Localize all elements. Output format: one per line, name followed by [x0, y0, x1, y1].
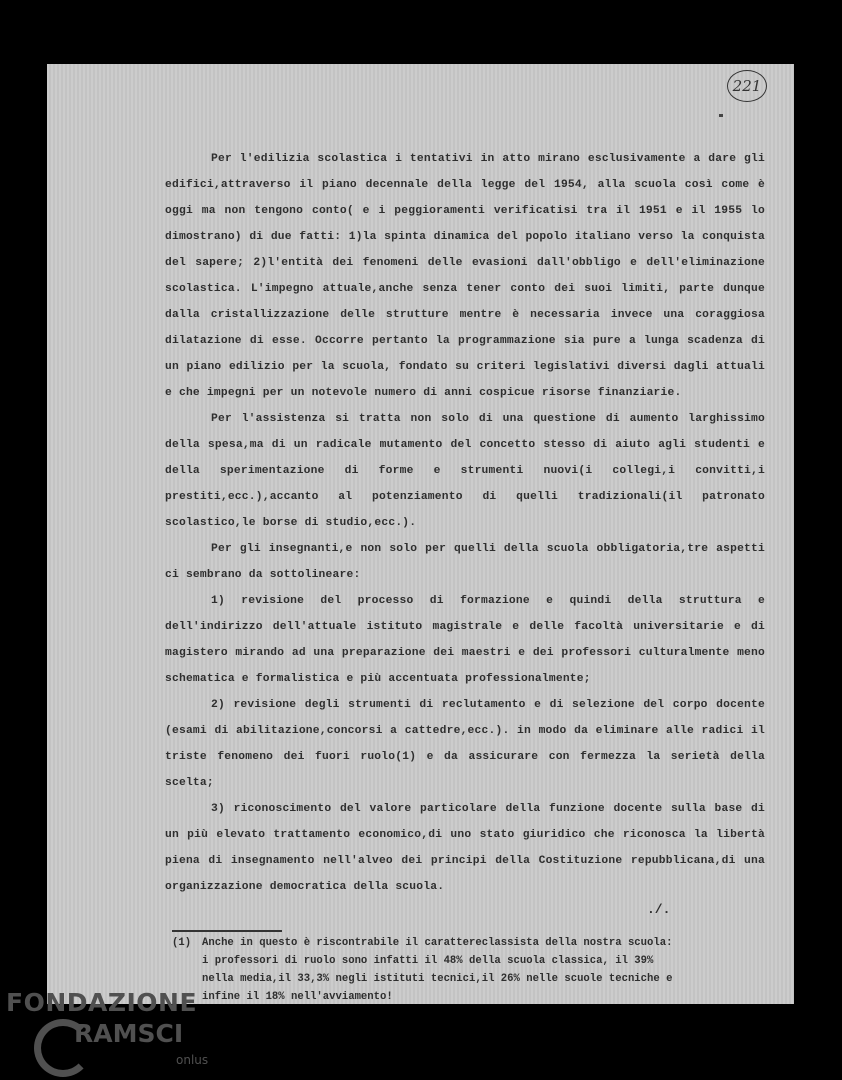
- paragraph-insegnanti: Per gli insegnanti,e non solo per quelli della scuola obbligatoria,tre aspetti ci sembrano da sottolineare:: [165, 543, 765, 581]
- document-page: [47, 64, 794, 1004]
- footnote-line-3: nella media,il 33,3% negli istituti tecnici,il 26% nelle scuole tecniche e: [202, 973, 673, 985]
- document-body: [165, 146, 765, 900]
- ink-mark: [719, 114, 723, 117]
- paragraph-edilizia: Per l'edilizia scolastica i tentativi in atto mirano esclusivamente a dare gli edifici,attraverso il piano decennale della legge del 1954, alla scuola così come è oggi ma non tengono conto( e i peggioramenti verificatisi tra il 1951 e il 1955 lo dimostrano) di due fatti: 1)la spinta dinamica del popolo italiano verso la conquista del sapere; 2)l'entità dei fenomeni delle evasioni dall'obbligo e dell'eliminazione scolastica. L'impegno attuale,anche senza tener conto dei suoi limiti, parte dunque dalla cristallizzazione delle strutture mentre è necessaria invece una coraggiosa dilatazione di esse. Occorre pertanto la programmazione sia pure a lunga scadenza di un piano edilizio per la scuola, fondato su criteri legislativi diversi dagli attuali e che impegni per un notevole numero di anni cospicue risorse finanziarie.: [165, 153, 765, 399]
- footnote-divider: [172, 930, 282, 932]
- footnote: [172, 934, 772, 1006]
- logo-text-fondazione: FONDAZIONE: [6, 988, 198, 1017]
- list-item-2: 2) revisione degli strumenti di reclutamento e di selezione del corpo docente (esami di abilitazione,concorsi a cattedre,ecc.). in modo da eliminare alle radici il triste fenomeno dei fuori ruolo(1) e da assicurare con fermezza la serietà della scelta;: [165, 699, 765, 789]
- list-item-1: 1) revisione del processo di formazione e quindi della struttura e dell'indirizzo dell'attuale istituto magistrale e delle facoltà universitarie e di magistero mirando ad una preparazione dei maestri e dei professori culturalmente meno schematica e formalistica e più accentuata professionalmente;: [165, 595, 765, 685]
- continuation-mark: ./.: [647, 902, 671, 917]
- logo-text-gramsci: RAMSCI: [74, 1019, 184, 1048]
- footnote-line-4: infine il 18% nell'avviamento!: [202, 991, 393, 1003]
- footnote-line-2: i professori di ruolo sono infatti il 48% della scuola classica, il 39%: [202, 955, 654, 967]
- fondazione-gramsci-logo: [6, 988, 209, 1073]
- footnote-line-1: Anche in questo è riscontrabile il carattereclassista della nostra scuola:: [202, 937, 673, 949]
- footnote-marker: (1): [172, 937, 192, 949]
- logo-text-onlus: onlus: [176, 1053, 209, 1067]
- page-number-stamp: 221: [727, 70, 767, 102]
- list-item-3: 3) riconoscimento del valore particolare della funzione docente sulla base di un più elevato trattamento economico,di uno stato giuridico che riconosca la libertà piena di insegnamento nell'alveo dei principi della Costituzione repubblicana,di una organizzazione democratica della scuola.: [165, 803, 765, 893]
- paragraph-assistenza: Per l'assistenza si tratta non solo di una questione di aumento larghissimo della spesa,ma di un radicale mutamento del concetto stesso di aiuto agli studenti e della sperimentazione di forme e strumenti nuovi(i collegi,i convitti,i prestiti,ecc.),accanto al potenziamento di quelli tradizionali(il patronato scolastico,le borse di studio,ecc.).: [165, 413, 765, 529]
